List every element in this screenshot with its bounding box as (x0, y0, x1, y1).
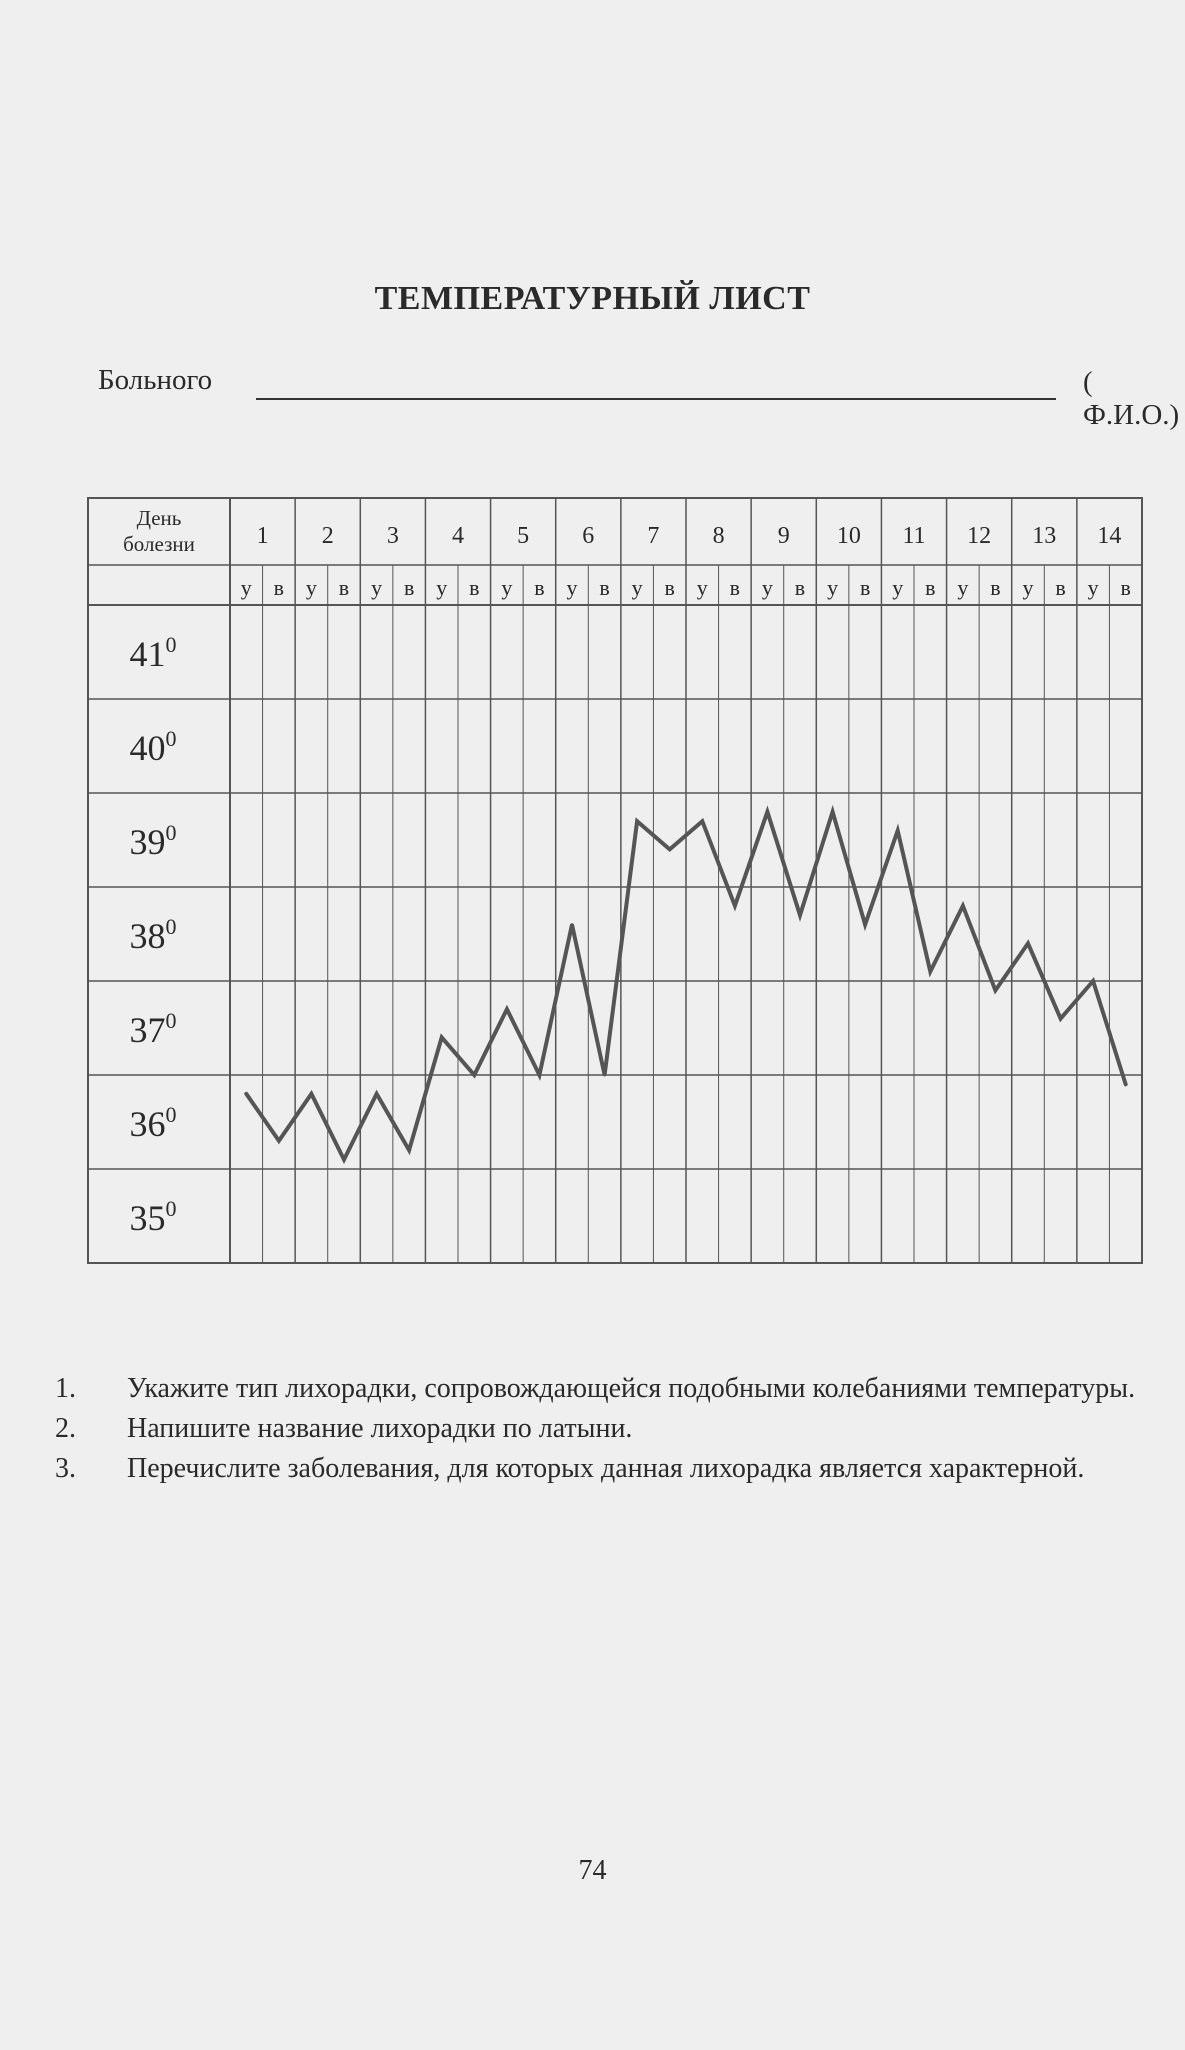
time-label-evening: в (925, 575, 936, 600)
temperature-label: $41^0$ (129, 632, 177, 674)
temperature-point (766, 810, 769, 813)
day-label: 12 (967, 523, 992, 549)
questions-list (55, 1370, 1140, 1490)
temperature-point (538, 1074, 541, 1077)
day-label: 5 (517, 523, 530, 549)
temperature-point (343, 1158, 346, 1161)
time-label-evening: в (469, 575, 480, 600)
time-label-morning: у (892, 575, 904, 600)
temperature-point (733, 904, 736, 907)
time-label-morning: у (696, 575, 708, 600)
temperature-point (994, 989, 997, 992)
time-label-evening: в (664, 575, 675, 600)
temperature-point (505, 1008, 508, 1011)
question-text: Напишите название лихорадки по латыни. (127, 1413, 633, 1444)
temperature-label: $38^0$ (129, 914, 177, 956)
page-number: 74 (578, 1855, 607, 1886)
question-item (55, 1410, 1140, 1448)
chart-frame (88, 498, 1142, 1263)
temperature-point (1092, 980, 1095, 983)
temperature-point (831, 810, 834, 813)
temperature-point (440, 1036, 443, 1039)
temperature-point (896, 829, 899, 832)
day-label: 10 (836, 523, 861, 549)
time-label-morning: у (240, 575, 252, 600)
day-label: 1 (256, 523, 269, 549)
time-label-evening: в (990, 575, 1001, 600)
question-number: 3. (55, 1453, 76, 1484)
temperature-point (277, 1139, 280, 1142)
temperature-label: $39^0$ (129, 820, 177, 862)
temperature-point (310, 1092, 313, 1095)
time-label-morning: у (761, 575, 773, 600)
temperature-point (375, 1092, 378, 1095)
question-text: Укажите тип лихорадки, сопровождающейся подобными колебаниями температуры. (127, 1373, 1136, 1404)
temperature-point (701, 820, 704, 823)
temperature-point (571, 923, 574, 926)
time-label-evening: в (729, 575, 741, 600)
temperature-point (1124, 1083, 1127, 1086)
header-label-line-1: День (136, 506, 182, 530)
temperature-label: $36^0$ (129, 1102, 177, 1144)
temperature-point (245, 1092, 248, 1095)
patient-label: Больного (98, 364, 213, 396)
time-label-evening: в (534, 575, 545, 600)
temperature-point (961, 904, 964, 907)
day-label: 9 (777, 523, 790, 549)
header-label-line-2: болезни (123, 532, 195, 556)
temperature-label: $35^0$ (129, 1196, 177, 1238)
time-label-morning: у (436, 575, 448, 600)
day-label: 13 (1032, 523, 1057, 549)
time-label-evening: в (599, 575, 610, 600)
temperature-point (864, 923, 867, 926)
patient-hint: ( Ф.И.О.) (1083, 366, 1180, 431)
day-label: 8 (712, 523, 725, 549)
temperature-point (603, 1074, 606, 1077)
day-label: 4 (452, 523, 464, 549)
time-label-morning: у (501, 575, 513, 600)
time-label-evening: в (403, 575, 415, 600)
time-label-morning: у (566, 575, 578, 600)
temperature-point (799, 914, 802, 917)
time-label-evening: в (859, 575, 871, 600)
day-label: 14 (1097, 523, 1122, 549)
day-label: 3 (386, 523, 399, 549)
question-item (55, 1450, 1140, 1488)
question-item (55, 1370, 1140, 1408)
time-label-morning: у (827, 575, 839, 600)
question-number: 2. (55, 1413, 76, 1444)
time-label-evening: в (338, 575, 350, 600)
temperature-point (929, 970, 932, 973)
time-label-morning: у (631, 575, 643, 600)
time-label-morning: у (1087, 575, 1099, 600)
time-label-morning: у (371, 575, 383, 600)
temperature-point (636, 820, 639, 823)
page-title: ТЕМПЕРАТУРНЫЙ ЛИСТ (374, 280, 811, 317)
time-label-evening: в (1055, 575, 1066, 600)
temperature-point (668, 848, 671, 851)
temperature-point (1059, 1017, 1062, 1020)
day-label: 2 (321, 523, 334, 549)
day-label: 7 (647, 523, 660, 549)
question-text: Перечислите заболевания, для которых данная лихорадка является характерной. (127, 1453, 1085, 1484)
time-label-evening: в (273, 575, 285, 600)
temperature-label: $37^0$ (129, 1008, 177, 1050)
temperature-label: $40^0$ (129, 726, 177, 768)
time-label-morning: у (305, 575, 317, 600)
temperature-point (473, 1074, 476, 1077)
day-label: 6 (582, 523, 595, 549)
time-label-evening: в (1120, 575, 1131, 600)
temperature-point (408, 1149, 411, 1152)
day-label: 11 (902, 523, 926, 549)
time-label-morning: у (1022, 575, 1034, 600)
temperature-point (1027, 942, 1030, 945)
question-number: 1. (55, 1373, 76, 1404)
time-label-morning: у (957, 575, 969, 600)
time-label-evening: в (794, 575, 806, 600)
